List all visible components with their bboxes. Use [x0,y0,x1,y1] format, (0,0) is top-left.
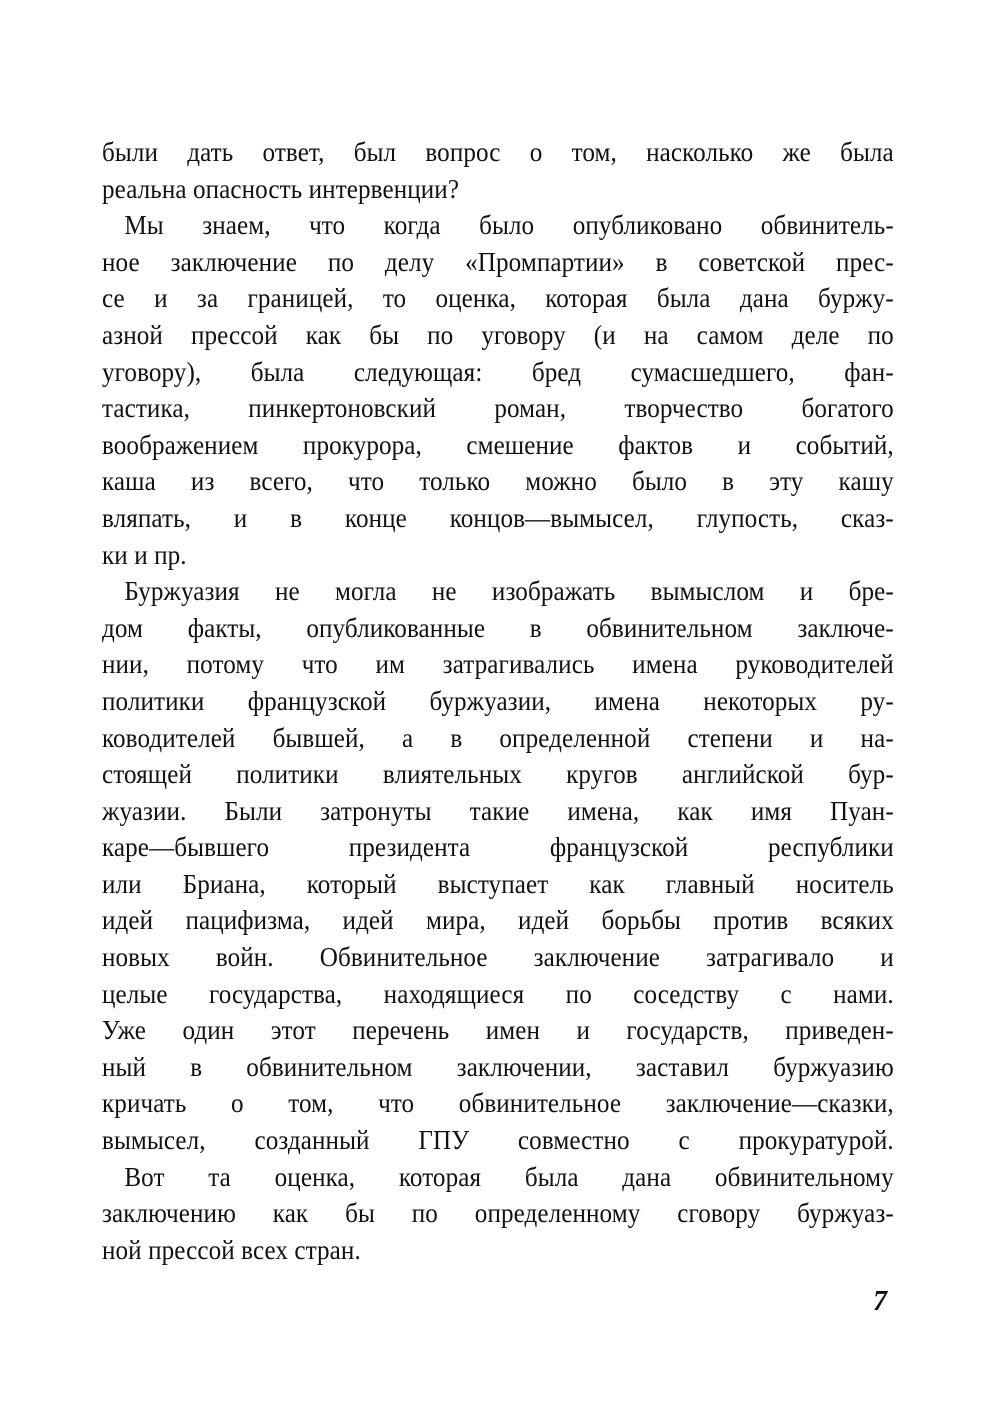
text-line: азной прессой как бы по уговору (и на самом деле по [102,319,894,350]
text-line: ководителей бывшей, а в определенной степени и на- [102,722,894,753]
text-line: тастика, пинкертоновский роман, творчество богатого [102,393,894,424]
text-line: каша из всего, что только можно было в эту кашу [102,466,894,497]
text-line: воображением прокурора, смешение фактов и событий, [102,429,894,460]
text-line: или Бриана, который выступает как главный носитель [102,868,894,899]
text-line: Мы знаем, что когда было опубликовано обвинитель- [124,210,894,241]
page-body [102,134,894,1268]
text-line: ки и пр. [102,539,187,570]
text-line: целые государства, находящиеся по соседству с нами. [102,978,894,1009]
text-line: Уже один этот перечень имен и государств, приведен- [102,1015,894,1046]
text-line: новых войн. Обвинительное заключение затрагивало и [102,942,894,973]
paragraph [102,1159,894,1269]
text-line: идей пацифизма, идей мира, идей борьбы против всяких [102,905,894,936]
text-line: кричать о том, что обвинительное заключение—сказки, [102,1088,894,1119]
text-line: дом факты, опубликованные в обвинительном заключе- [102,612,894,643]
text-line: жуазии. Были затронуты такие имена, как имя Пуан- [102,795,894,826]
text-line: ное заключение по делу «Промпартии» в советской прес- [102,246,894,277]
text-line: ный в обвинительном заключении, заставил буржуазию [102,1051,894,1082]
text-line: каре—бывшего президента французской республики [102,832,894,863]
text-line: уговору), была следующая: бред сумасшедшего, фан- [102,356,894,387]
text-line: вымысел, созданный ГПУ совместно с прокуратурой. [102,1125,894,1156]
text-line: се и за границей, то оценка, которая была дана буржу- [102,283,894,314]
text-line: ной прессой всех стран. [102,1234,361,1265]
text-line: были дать ответ, был вопрос о том, насколько же была [102,137,894,167]
text-line: Буржуазия не могла не изображать вымыслом и бре- [124,576,894,607]
text-line: заключению как бы по определенному сговору буржуаз- [102,1198,894,1229]
page-number: 7 [873,1286,887,1317]
text-line: Вот та оценка, которая была дана обвинительному [124,1161,894,1192]
text-line: вляпать, и в конце концов—вымысел, глупость, сказ- [102,502,894,533]
paragraph [102,573,894,1159]
text-line: реальна опасность интервенции? [102,173,460,204]
text-line: политики французской буржуазии, имена некоторых ру- [102,685,894,716]
paragraph [102,134,894,207]
text-line: стоящей политики влиятельных кругов английской бур- [102,759,894,790]
paragraph [102,207,894,573]
text-line: нии, потому что им затрагивались имена руководителей [102,649,894,680]
